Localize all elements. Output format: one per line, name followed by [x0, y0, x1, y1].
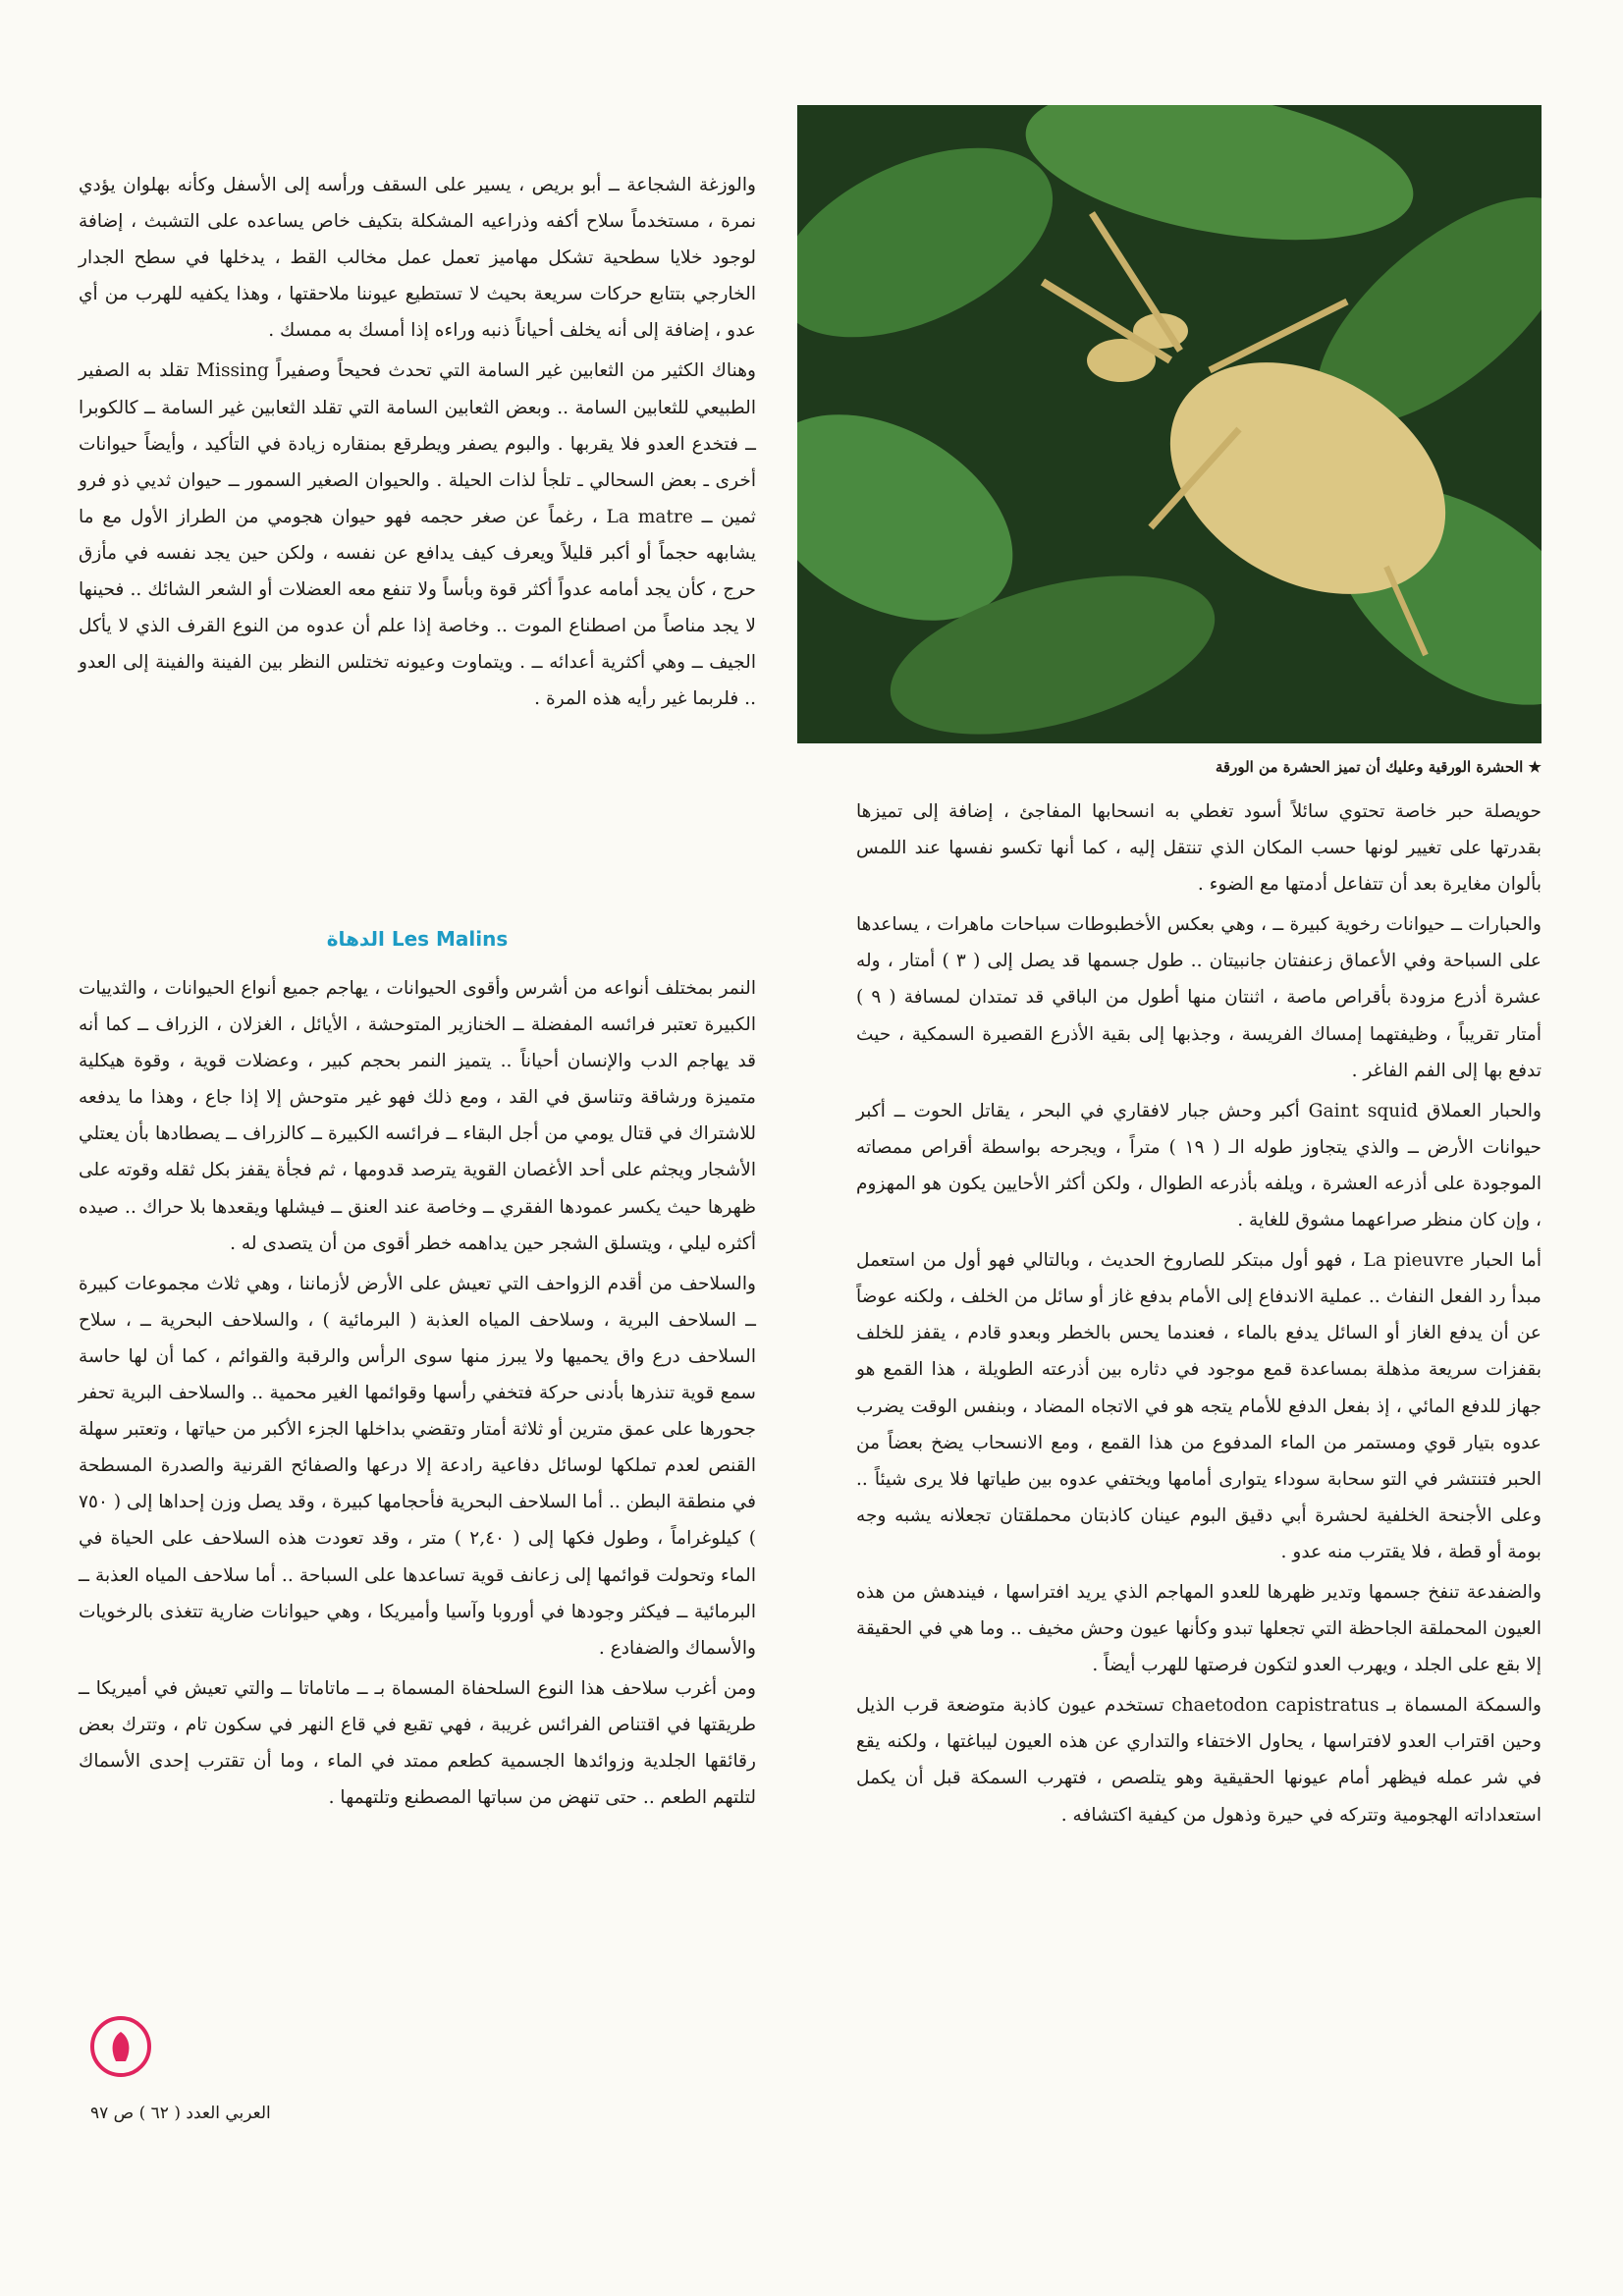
paragraph: ومن أغرب سلاحف هذا النوع السلحفاة المسماة بـ ــ ماتاماتا ــ والتي تعيش في أميريكا ــ طريقتها في اقتناص الفرائس غريبة ، فهي تقبع في قاع النهر في سكون تام ، وتترك بعض رقائقها الجلدية وزوائدها الجسمية كطعم ممتد في الماء ، وما أن تقترب إحدى الأسماك لتلتهم الطعم .. حتى تنهض من سباتها المصطنع وتلتهمها . [79, 1677, 756, 1809]
photo-caption: ★ الحشرة الورقية وعليك أن تميز الحشرة من الورقة [1215, 758, 1542, 776]
left-column-top [79, 167, 756, 721]
left-column-bottom [79, 970, 756, 1820]
paragraph: النمر بمختلف أنواعه من أشرس وأقوى الحيوانات ، يهاجم جميع أنواع الحيوانات ، والثدييات الكبيرة تعتبر فرائسه المفضلة ــ الخنازير المتوحشة ، الأيائل ، الغزلان ، الزراف ــ كما أنه قد يهاجم الدب والإنسان أحياناً .. يتميز النمر بحجم كبير ، وعضلات قوية ، وقوة هيكلية متميزة ورشاقة وتناسق في القد ، ومع ذلك فهو غير متوحش إلا إذا جاع ، وهذا ما يدفعه للاشتراك في قتال يومي من أجل البقاء ــ فرائسه الكبيرة ــ كالزراف ــ يصطادها بأن يعتلي الأشجار ويجثم على أحد الأغصان القوية يترصد قدومها ، ثم فجأة يقفز بكل ثقله وقوته على ظهرها حيث يكسر عمودها الفقري ــ وخاصة عند العنق ــ فيشلها ويقعدها بلا حراك .. صيده أكثره ليلي ، ويتسلق الشجر حين يداهمه خطر أقوى من أن يتصدى له . [79, 978, 756, 1254]
paragraph: والسمكة المسماة بـ chaetodon capistratus تستخدم عيون كاذبة متوضعة قرب الذيل وحين اقتراب العدو لافتراسها ، يحاول الاختفاء والتداري عن هذه العيون ليباغتها ، ولكنه يقع في شر عمله فيظهر أمام عيونها الحقيقية وهو يتلصص ، فتهرب السمكة قبل أن يكمل استعداداته الهجومية وتتركه في حيرة وذهول من كيفية اكتشافه . [856, 1695, 1542, 1826]
paragraph: حويصلة حبر خاصة تحتوي سائلاً أسود تغطي به انسحابها المفاجئ ، إضافة إلى تميزها بقدرتها على تغيير لونها حسب المكان الذي تنتقل إليه ، كما أنها تكسو نفسها عند اللمس بألوان مغايرة بعد أن تتفاعل أدمتها مع الضوء . [856, 801, 1542, 896]
paragraph: والحبارات ــ حيوانات رخوية كبيرة ــ ، وهي بعكس الأخطبوطات سباحات ماهرات ، يساعدها على السباحة وفي الأعماق زعنفتان جانبيتان .. طول جسمها قد يصل إلى ( ٣ ) أمتار ، وله عشرة أذرع مزودة بأقراص ماصة ، اثنتان منها أطول من الباقي قد تمتدان لمسافة ( ٩ ) أمتار تقريباً ، وظيفتهما إمساك الفريسة ، وجذبها إلى بقية الأذرع القصيرة السمكية ، حيث تدفع بها إلى الفم الفاغر . [856, 914, 1542, 1081]
right-column [856, 793, 1542, 1837]
paragraph: وهناك الكثير من الثعابين غير السامة التي تحدث فحيحاً وصفيراً Missing تقلد به الصفير الطبيعي للثعابين السامة .. وبعض الثعابين السامة التي تقلد الثعابين غير السامة ــ كالكوبرا ــ فتخدع العدو فلا يقربها . والبوم يصفر ويطرقع بمنقاره زيادة في التأكيد ، وأيضاً حيوانات أخرى ـ بعض السحالي ـ تلجأ لذات الحيلة . والحيوان الصغير السمور ــ حيوان ثديي ذو فرو ثمين ــ La matre ، رغماً عن صغر حجمه فهو حيوان هجومي من الطراز الأول مع ما يشابهه حجماً أو أكبر قليلاً ويعرف كيف يدافع عن نفسه ، ولكن حين يجد نفسه في مأزق حرج ، كأن يجد أمامه عدواً أكثر قوة وبأساً ولا تنفع معه العضلات أو الشعر الشائك .. فحينها لا يجد مناصاً من اصطناع الموت .. وخاصة إذا علم أن عدوه من النوع القرف الذي لا يأكل الجيف ــ وهي أكثرية أعدائه ــ . ويتماوت وعيونه تختلس النظر بين الفينة والفينة إلى العدو .. فلربما غير رأيه هذه المرة . [79, 360, 756, 710]
magazine-logo-icon [90, 2016, 151, 2077]
paragraph: والوزغة الشجاعة ــ أبو بريص ، يسير على السقف ورأسه إلى الأسفل وكأنه بهلوان يؤدي نمرة ، مستخدماً سلاح أكفه وذراعيه المشكلة بتكيف خاص يساعده على التشبث ، إضافة لوجود خلايا سطحية تشكل مهاميز تعمل عمل مخالب القط ، يدخلها في سطح الجدار الخارجي بتتابع حركات سريعة بحيث لا تستطيع عيوننا ملاحقتها ، وهذا يكفيه للهرب من أي عدو ، إضافة إلى أنه يخلف أحياناً ذنبه وراءه إذا أمسك به ممسك . [79, 175, 756, 342]
paragraph: والضفدعة تنفخ جسمها وتدير ظهرها للعدو المهاجم الذي يريد افتراسها ، فيندهش من هذه العيون المحملقة الجاحظة التي تجعلها تبدو وكأنها عيون وحش مخيف .. وما هي في الحقيقة إلا بقع على الجلد ، ويهرب العدو لتكون فرصتها للهرب أيضاً . [856, 1581, 1542, 1676]
paragraph: أما الحبار La pieuvre ، فهو أول مبتكر للصاروخ الحديث ، وبالتالي فهو أول من استعمل مبدأ رد الفعل النفاث .. عملية الاندفاع إلى الأمام بدفع غاز أو سائل من الخلف ، ولكنه عوضاً عن أن يدفع الغاز أو السائل يدفع بالماء ، فعندما يحس بالخطر وبعدو قادم ، يقفز للخلف بقفزات سريعة مذهلة بمساعدة قمع موجود في دثاره بين أذرعته الطويلة ، هذا القمع هو جهاز للدفع المائي ، إذ بفعل الدفع للأمام يتجه هو في الاتجاه المضاد ، وبنفس الوقت يضرب عدوه بتيار قوي ومستمر من الماء المدفوع من هذا القمع ، ومع الانسحاب يضخ بعضاً من الحبر فتنتشر في التو سحابة سوداء يتوارى أمامها ويختفي عدوه بين طياتها فلا يرى شيئاً .. وعلى الأجنحة الخلفية لحشرة أبي دقيق البوم عينان كاذبتان محملقتان تجعلانه يشبه وجه بومة أو قطة ، فلا يقترب منه عدو . [856, 1250, 1542, 1562]
paragraph: والسلاحف من أقدم الزواحف التي تعيش على الأرض لأزماننا ، وهي ثلاث مجموعات كبيرة ــ السلاحف البرية ، وسلاحف المياه العذبة ( البرمائية ) ، والسلاحف البحرية ــ ، سلاح السلاحف درع واق يحميها ولا يبرز منها سوى الرأس والرقبة والقوائم ، كما أن لها حاسة سمع قوية تنذرها بأدنى حركة فتخفي رأسها وقوائمها الغير محمية .. والسلاحف البرية تحفر جحورها على عمق مترين أو ثلاثة أمتار وتقضي بداخلها الجزء الأكبر من حياتها ، وتعتبر سهلة القنص لعدم تملكها لوسائل دفاعية رادعة إلا درعها والصفائح القرنية والصدرة المسطحة في منطقة البطن .. أما السلاحف البحرية فأحجامها كبيرة ، وقد يصل وزن إحداها إلى ( ٧٥٠ ) كيلوغراماً ، وطول فكها إلى ( ٢,٤٠ ) متر ، وقد تعودت هذه السلاحف على الحياة في الماء وتحولت قوائمها إلى زعانف قوية تساعدها على السباحة .. أما سلاحف المياه العذبة ــ البرمائية ــ فيكثر وجودها في أوروبا وآسيا وأميريكا ، وهي حيوانات ضارية تتغذى بالرخويات والأسماك والضفادع . [79, 1273, 756, 1659]
section-heading: الدهاة Les Malins [326, 927, 509, 951]
page-footer: العربي العدد ( ٦٢ ) ص ٩٧ [90, 2104, 271, 2123]
leaf-insect-photo [797, 105, 1542, 743]
paragraph: والحبار العملاق Gaint squid أكبر وحش جبار لافقاري في البحر ، يقاتل الحوت ــ أكبر حيوانات الأرض ــ والذي يتجاوز طوله الـ ( ١٩ ) متراً ، ويجرحه بواسطة أقراص ممصاته الموجودة على أذرعه العشرة ، ويلفه بأذرعه الطوال ، ولكن أكثر الأحايين يكون هو المهزوم ، وإن كان منظر صراعهما مشوق للغاية . [856, 1100, 1542, 1231]
